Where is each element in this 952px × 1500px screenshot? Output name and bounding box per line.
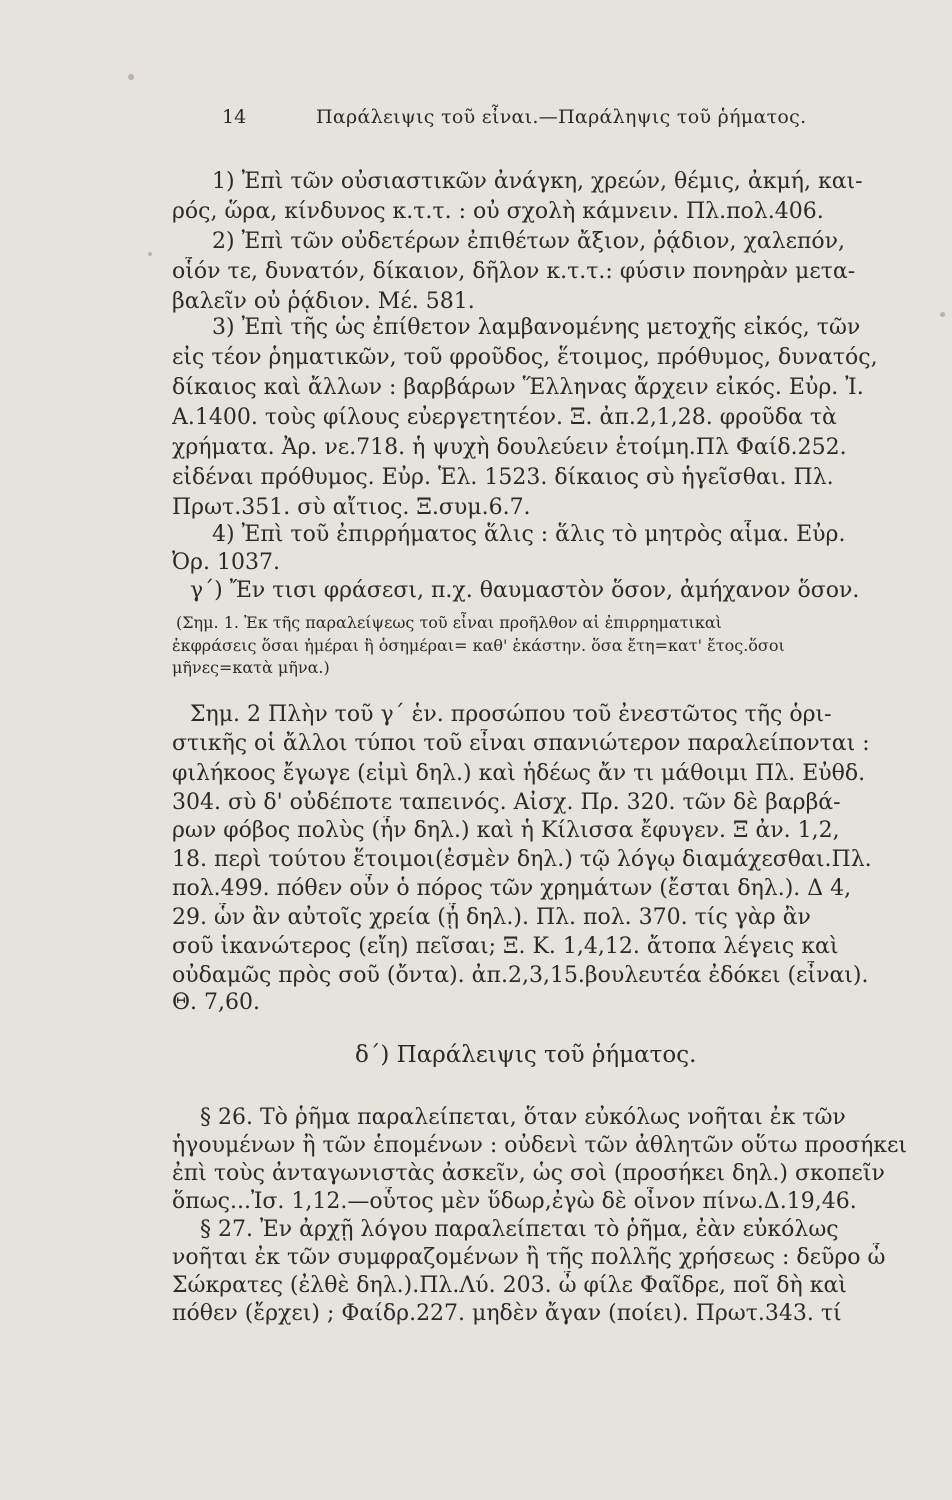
text-line: Ὀρ. 1037. bbox=[172, 550, 280, 575]
text-line: εἰδέναι πρόθυμος. Εὐρ. Ἑλ. 1523. δίκαιος σὺ ἡγεῖσθαι. Πλ. bbox=[172, 465, 834, 490]
text-line: 18. περὶ τούτου ἕτοιμοι(ἐσμὲν δηλ.) τῷ λόγῳ διαμάχεσθαι.Πλ. bbox=[172, 847, 872, 872]
text-line: εἰς τέον ῥηματικῶν, τοῦ φροῦδος, ἕτοιμος, πρόθυμος, δυνατός, bbox=[172, 345, 878, 370]
text-line: πόθεν (ἔρχει) ; Φαίδρ.227. μηδὲν ἄγαν (ποίει). Πρωτ.343. τί bbox=[172, 1301, 842, 1326]
text-line: 4) Ἐπὶ τοῦ ἐπιρρήματος ἅλις : ἅλις τὸ μητρὸς αἷμα. Εὐρ. bbox=[212, 522, 846, 547]
text-line: ἡγουμένων ἢ τῶν ἑπομένων : οὐδενὶ τῶν ἀθλητῶν οὕτω προσήκει bbox=[172, 1133, 908, 1158]
text-line: 29. ὧν ἂν αὐτοῖς χρεία (ᾖ δηλ.). Πλ. πολ. 370. τίς γὰρ ἂν bbox=[172, 905, 811, 930]
note-line: μῆνες=κατὰ μῆνα.) bbox=[172, 658, 330, 677]
text-line: 2) Ἐπὶ τῶν οὐδετέρων ἐπιθέτων ἄξιον, ῥᾴδιον, χαλεπόν, bbox=[212, 229, 846, 254]
text-line: οἷόν τε, δυνατόν, δίκαιον, δῆλον κ.τ.τ.: φύσιν πονηρὰν μετα- bbox=[172, 259, 856, 284]
text-line: ὅπως...Ἰσ. 1,12.—οὗτος μὲν ὕδωρ,ἐγὼ δὲ οἶνον πίνω.Δ.19,46. bbox=[172, 1189, 857, 1214]
text-line: σοῦ ἱκανώτερος (εἴη) πεῖσαι; Ξ. Κ. 1,4,12. ἄτοπα λέγεις καὶ bbox=[172, 934, 839, 959]
text-line: Α.1400. τοὺς φίλους εὐεργετητέον. Ξ. ἀπ.2,1,28. φροῦδα τὰ bbox=[172, 405, 837, 430]
running-header bbox=[222, 106, 922, 140]
section-heading: δ΄) Παράλειψις τοῦ ῥήματος. bbox=[355, 1042, 697, 1068]
note-line: (Σημ. 1. Ἐκ τῆς παραλείψεως τοῦ εἶναι προῆλθον αἱ ἐπιρρηματικαὶ bbox=[176, 613, 722, 632]
text-line: φιλήκοος ἔγωγε (εἰμὶ δηλ.) καὶ ἡδέως ἄν τι μάθοιμι Πλ. Εὐθδ. bbox=[172, 761, 866, 786]
note-line: ἐκφράσεις ὅσαι ἡμέραι ἢ ὁσημέραι= καθ' ἑκάστην. ὅσα ἔτη=κατ' ἔτος.ὅσοι bbox=[172, 636, 785, 655]
text-line: ρός, ὥρα, κίνδυνος κ.τ.τ. : οὐ σχολὴ κάμνειν. Πλ.πολ.406. bbox=[172, 199, 824, 224]
text-line: Σημ. 2 Πλὴν τοῦ γ΄ ἑν. προσώπου τοῦ ἐνεστῶτος τῆς ὁρι- bbox=[190, 702, 832, 727]
text-line: ἐπὶ τοὺς ἀνταγωνιστὰς ἀσκεῖν, ὡς σοὶ (προσήκει δηλ.) σκοπεῖν bbox=[172, 1161, 885, 1186]
text-line: § 26. Τὸ ῥῆμα παραλείπεται, ὅταν εὐκόλως νοῆται ἐκ τῶν bbox=[200, 1105, 846, 1130]
text-line: 3) Ἐπὶ τῆς ὡς ἐπίθετον λαμβανομένης μετοχῆς εἰκός, τῶν bbox=[212, 315, 861, 340]
text-line: στικῆς οἱ ἄλλοι τύποι τοῦ εἶναι σπανιώτερον παραλείπονται : bbox=[172, 731, 870, 756]
text-line: βαλεῖν οὐ ῥᾴδιον. Μέ. 581. bbox=[172, 289, 475, 314]
text-line: 304. σὺ δ' οὐδέποτε ταπεινός. Αἰσχ. Πρ. 320. τῶν δὲ βαρβά- bbox=[172, 790, 841, 815]
text-line: πολ.499. πόθεν οὖν ὁ πόρος τῶν χρημάτων (ἔσται δηλ.). Δ 4, bbox=[172, 876, 852, 901]
paper-speck bbox=[128, 74, 134, 80]
text-line: § 27. Ἐν ἀρχῇ λόγου παραλείπεται τὸ ῥῆμα, ἐὰν εὐκόλως bbox=[200, 1217, 839, 1242]
text-line: οὐδαμῶς πρὸς σοῦ (ὄντα). ἀπ.2,3,15.βουλευτέα ἐδόκει (εἶναι). bbox=[172, 963, 869, 988]
text-line: Σώκρατες (ἐλθὲ δηλ.).Πλ.Λύ. 203. ὦ φίλε Φαῖδρε, ποῖ δὴ καὶ bbox=[172, 1273, 847, 1298]
text-line: 1) Ἐπὶ τῶν οὐσιαστικῶν ἀνάγκη, χρεών, θέμις, ἀκμή, και- bbox=[212, 169, 863, 194]
text-line: νοῆται ἐκ τῶν συμφραζομένων ἢ τῆς πολλῆς χρήσεως : δεῦρο ὦ bbox=[172, 1245, 886, 1270]
text-line: ρων φόβος πολὺς (ἦν δηλ.) καὶ ἡ Κίλισσα ἔφυγεν. Ξ ἀν. 1,2, bbox=[172, 818, 840, 843]
page-number: 14 bbox=[222, 106, 247, 128]
text-line: χρήματα. Ἀρ. νε.718. ἡ ψυχὴ δουλεύειν ἑτοίμη.Πλ Φαίδ.252. bbox=[172, 435, 847, 460]
paper-speck bbox=[148, 252, 152, 256]
running-title: Παράλειψις τοῦ εἶναι.—Παράληψις τοῦ ῥήματος. bbox=[316, 106, 807, 128]
text-line: γ΄) Ἔν τισι φράσεσι, π.χ. θαυμαστὸν ὅσον, ἀμήχανον ὅσον. bbox=[190, 578, 860, 603]
text-line: Θ. 7,60. bbox=[172, 990, 260, 1015]
text-line: δίκαιος καὶ ἄλλων : βαρβάρων Ἕλληνας ἄρχειν εἰκός. Εὐρ. Ἰ. bbox=[172, 375, 864, 400]
text-line: Πρωτ.351. σὺ αἴτιος. Ξ.συμ.6.7. bbox=[172, 495, 531, 520]
